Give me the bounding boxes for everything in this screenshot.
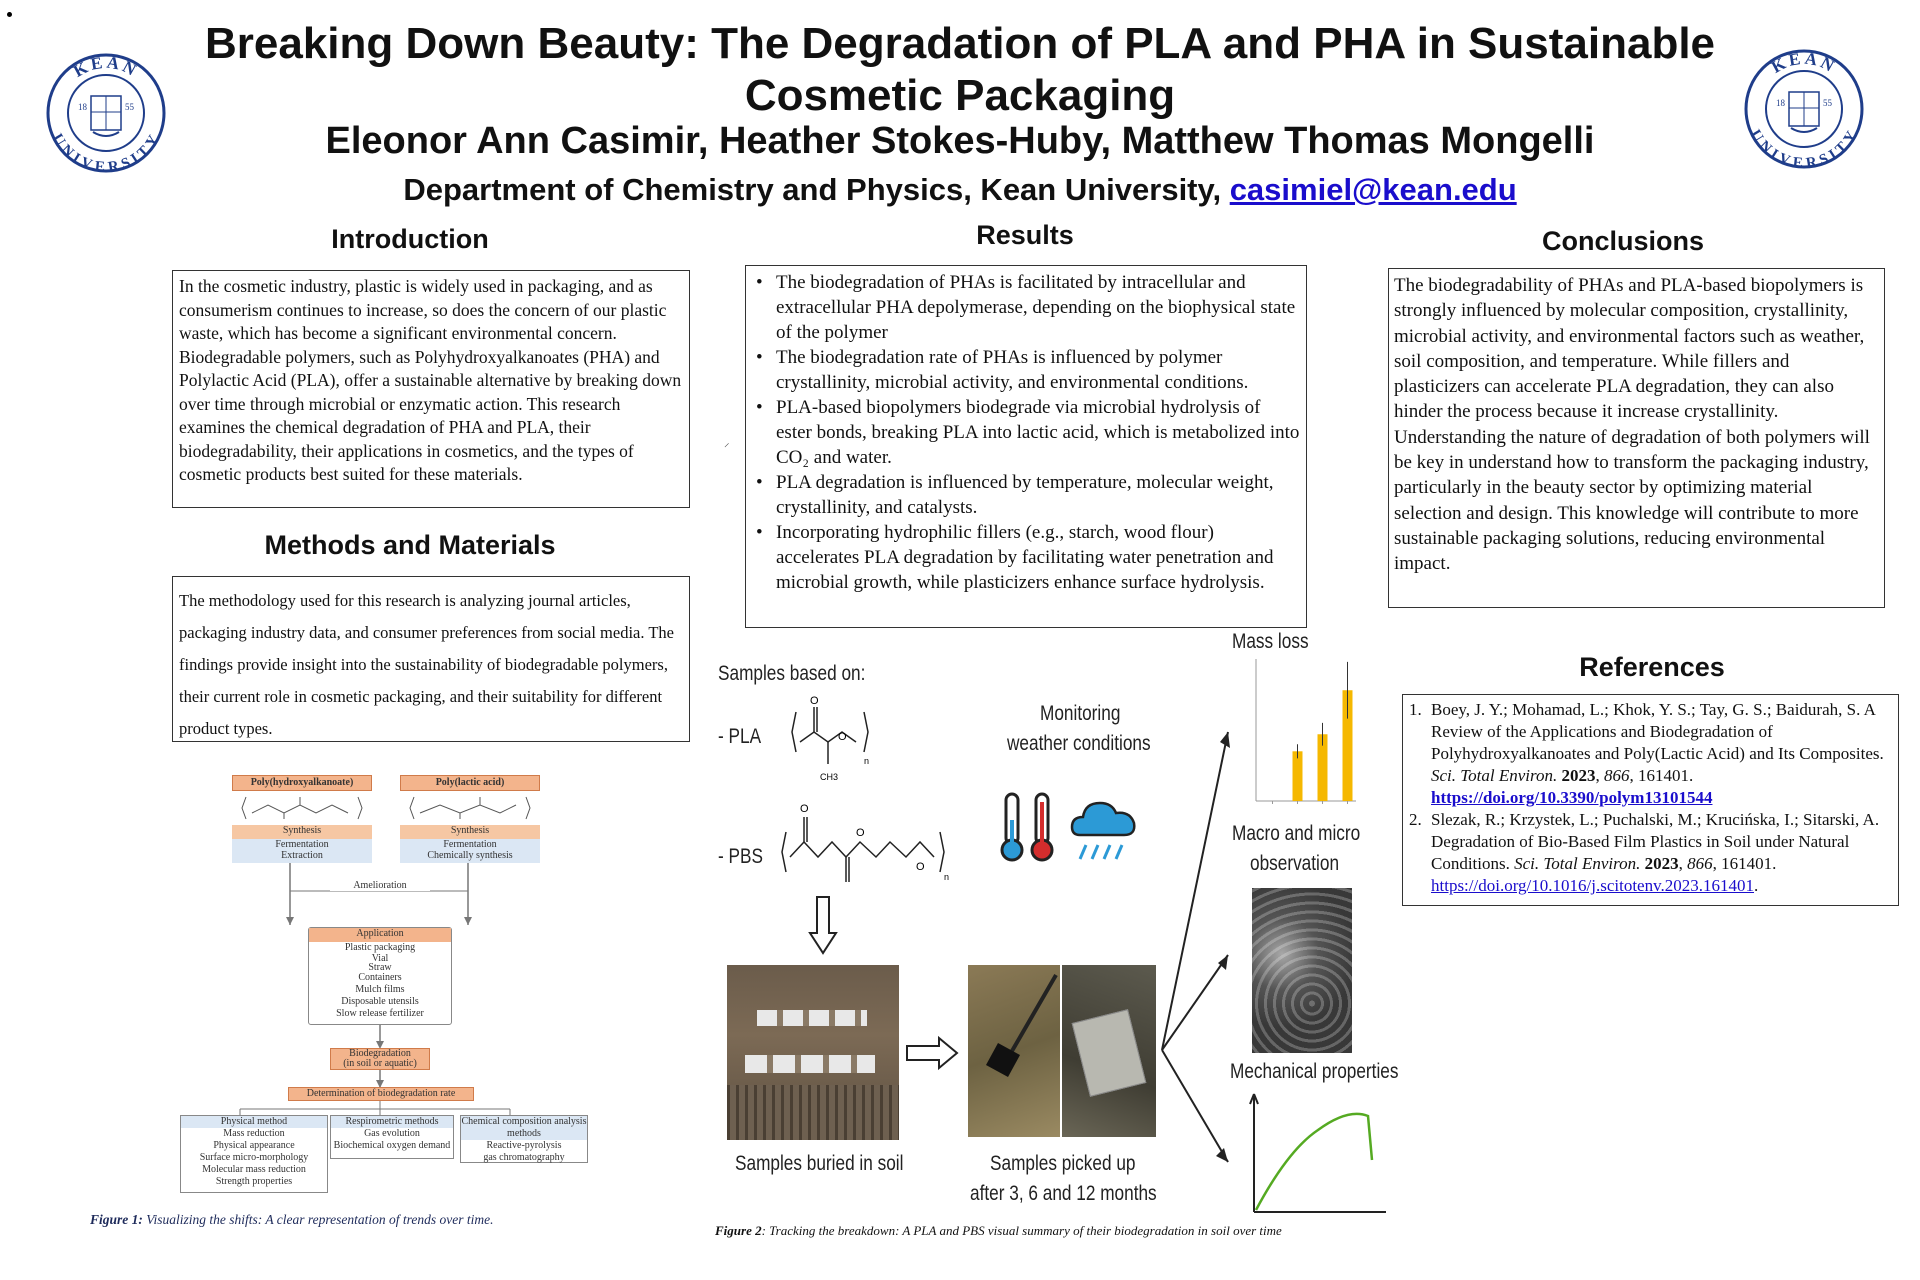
title-line-1: Breaking Down Beauty: The Degradation of PLA and PHA in Sustainable	[204, 19, 1716, 68]
samples-based-on-label: Samples based on:	[718, 662, 866, 685]
references-box	[1402, 694, 1899, 906]
results-bullet: • The biodegradation of PHAs is facilitated by intracellular and extracellular PHA depolymerase, depending on the biophysical state of the polymer	[752, 270, 1300, 345]
chemical-box	[460, 1115, 588, 1163]
methods-text: The methodology used for this research is analyzing journal articles, packaging industry data, and consumer preferences from social media. The findings provide insight into the sustainability of biodegradable polymers, their current role in cosmetic packaging, and their suitability for different product types.	[179, 591, 674, 738]
svg-text:n: n	[944, 872, 950, 882]
reference-pages: , 161401.	[1712, 854, 1777, 873]
physical-method-head: Physical method	[181, 1116, 327, 1128]
svg-text:KEAN	[1768, 49, 1840, 77]
respirometric-box	[330, 1115, 454, 1159]
svg-text:O: O	[916, 861, 925, 873]
pla-method: Chemically synthesis	[427, 850, 513, 861]
results-bullet: • Incorporating hydrophilic fillers (e.g., starch, wood flour) accelerates PLA degradation by facilitating water penetration and microbial growth, while plasticizers enhance surface hydrolysis.	[752, 520, 1300, 595]
reference-doi-link[interactable]: https://doi.org/10.1016/j.scitotenv.2023.161401	[1431, 876, 1754, 895]
affiliation	[0, 172, 1920, 208]
pha-label: Poly(hydroxyalkanoate)	[232, 775, 372, 791]
reference-year: 2023	[1561, 766, 1596, 785]
reference-journal: Sci. Total Environ.	[1431, 766, 1558, 785]
amelioration-label: Amelioration	[330, 880, 430, 891]
introduction-heading: Introduction	[331, 224, 489, 254]
svg-text:CH3: CH3	[820, 772, 839, 782]
results-heading: Results	[976, 220, 1074, 250]
seal-bottom-text: UNIVERSITY	[48, 131, 164, 174]
seal-top-text: KEAN	[1768, 48, 1840, 77]
chemical-item: Reactive-pyrolysis	[486, 1140, 562, 1151]
figure1-caption-label: Figure 1:	[90, 1212, 143, 1227]
poster-title	[160, 18, 1760, 122]
methods-heading: Methods and Materials	[264, 530, 556, 560]
seal-top-text: KEAN	[70, 52, 142, 81]
thermometer-icon	[1000, 790, 1060, 865]
macro-micro-label-2: observation	[1250, 852, 1340, 875]
seal-year-right: 55	[125, 102, 134, 112]
methods-box	[172, 576, 690, 742]
physical-item: Mass reduction	[223, 1128, 285, 1139]
title-line-2: Cosmetic Packaging	[744, 71, 1176, 120]
figure1-flowchart	[180, 775, 630, 1195]
reference-text: Slezak, R.; Krzystek, L.; Puchalski, M.; Krucińska, I.; Sitarski, A. Degradation of Bio-Based Film Plastics in Soil under Natural Conditions.	[1431, 810, 1880, 873]
results-box	[745, 265, 1307, 628]
email-link[interactable]: casimiel@kean.edu	[1229, 172, 1517, 207]
stress-strain-curve	[1256, 1114, 1372, 1210]
mass-loss-bar	[1293, 751, 1303, 801]
biodegradation-box	[330, 1048, 430, 1070]
pla-synthesis: Synthesis	[400, 825, 540, 839]
svg-text:O: O	[838, 731, 847, 743]
figure2-caption-text: : Tracking the breakdown: A PLA and PBS visual summary of their biodegradation in soil over time	[761, 1223, 1282, 1238]
biodegradation-sub: (in soil or aquatic)	[343, 1058, 417, 1069]
reference-number: 2.	[1409, 810, 1422, 829]
stray-mark: ⸍	[724, 442, 730, 454]
mass-loss-label: Mass loss	[1232, 630, 1309, 653]
reference-item: 1. Boey, J. Y.; Mohamad, L.; Khok, Y. S.; Tay, G. S.; Baidurah, S. A Review of the Applications and Biodegradation of Polyhydroxyalkanoates and Poly(Lactic Acid) and Its Composites. Sci. Total Environ. 2023, 866, 161401. https://doi.org/10.3390/polym13101544	[1409, 700, 1884, 807]
buried-samples-photo	[727, 965, 899, 1140]
physical-item: Strength properties	[215, 1176, 293, 1187]
svg-text:O: O	[800, 803, 809, 815]
picked-samples-photo-2	[1062, 965, 1156, 1137]
stray-dot	[7, 12, 12, 17]
figure2-caption	[715, 1222, 1340, 1240]
application-item: Containers	[358, 972, 402, 983]
application-item: Straw	[368, 962, 392, 973]
seal-year-left: 18	[78, 102, 87, 112]
macro-micro-label-1: Macro and micro	[1232, 822, 1361, 845]
physical-item: Physical appearance	[213, 1140, 295, 1151]
monitoring-label-1: Monitoring	[1040, 702, 1121, 725]
introduction-box	[172, 270, 690, 508]
conclusions-box	[1388, 268, 1885, 608]
pbs-structure-fig2	[780, 792, 950, 892]
respirometric-head: Respirometric methods	[331, 1116, 453, 1128]
respirometric-item: Biochemical oxygen demand	[333, 1140, 451, 1151]
right-arrow-icon	[905, 1035, 960, 1071]
reference-volume: 866	[1687, 854, 1713, 873]
references-list	[1409, 699, 1892, 897]
results-bullet: • PLA degradation is influenced by temperature, molecular weight, crystallinity, and catalysts.	[752, 470, 1300, 520]
introduction-text: In the cosmetic industry, plastic is widely used in packaging, and as consumerism continues to increase, so does the concern of our plastic waste, which has become a significant environmental concern. Biodegradable polymers, such as Polyhydroxyalkanoates (PHA) and Polylactic Acid (PLA), offer a sustainable alternative by breaking down over time through microbial or enzymatic action. This research examines the chemical degradation of PHA and PLA, their biodegradability, their applications in cosmetics, and the types of cosmetic products best suited for these materials.	[179, 276, 682, 484]
picked-label-2: after 3, 6 and 12 months	[970, 1182, 1157, 1205]
seal-year-left: 18	[1776, 98, 1785, 108]
pha-method: Fermentation	[275, 839, 329, 850]
svg-text:O: O	[856, 827, 865, 839]
results-bullet: • The biodegradation rate of PHAs is influenced by polymer crystallinity, microbial activity, and environmental conditions.	[752, 345, 1300, 395]
reference-doi-link[interactable]: https://doi.org/10.3390/polym13101544	[1431, 788, 1713, 807]
mechanical-properties-label: Mechanical properties	[1230, 1060, 1399, 1083]
reference-journal: Sci. Total Environ.	[1514, 854, 1641, 873]
results-bullet: • PLA-based biopolymers biodegrade via microbial hydrolysis of ester bonds, breaking PLA into lactic acid, which is metabolized into CO₂ and water.	[752, 395, 1300, 470]
svg-text:KEAN	[70, 53, 142, 81]
down-arrow-icon	[808, 895, 838, 955]
authors: Eleonor Ann Casimir, Heather Stokes-Huby, Matthew Thomas Mongelli	[325, 120, 1595, 162]
conclusions-text: The biodegradability of PHAs and PLA-based biopolymers is strongly influenced by molecular composition, crystallinity, microbial activity, and environmental factors such as weather, soil composition, and temperature. While fillers and plasticizers can accelerate PLA degradation, they can also hinder the process because it increase crystallinity. Understanding the nature of degradation of both polymers will be key in understand how to transform the packaging industry, particularly in the beauty sector by optimizing material selection and design. This knowledge will contribute to more sustainable packaging solutions, reducing environmental impact.	[1394, 275, 1870, 575]
pbs-label-fig2: - PBS	[718, 845, 763, 868]
svg-text:O: O	[810, 695, 819, 707]
determination-label: Determination of biodegradation rate	[288, 1087, 474, 1101]
chemical-head: Chemical composition analysis methods	[461, 1116, 587, 1139]
figure1-caption-text: Visualizing the shifts: A clear representation of trends over time.	[142, 1212, 494, 1227]
references-heading: References	[1579, 652, 1725, 682]
seal-year-right: 55	[1823, 98, 1832, 108]
svg-text:n: n	[864, 756, 870, 766]
stress-strain-chart	[1248, 1090, 1388, 1215]
picked-samples-photo-1	[968, 965, 1060, 1137]
application-label: Application	[309, 928, 451, 942]
reference-pages: , 161401.	[1629, 766, 1694, 785]
reference-year: 2023	[1644, 854, 1679, 873]
figure2-caption-label: Figure 2	[715, 1223, 762, 1238]
pla-structure-fig2	[790, 692, 870, 792]
samples-buried-label: Samples buried in soil	[735, 1152, 904, 1175]
application-item: Mulch films	[355, 984, 405, 995]
monitoring-label-2: weather conditions	[1007, 732, 1151, 755]
shovel-icon	[968, 965, 1060, 1137]
rain-cloud-icon	[1070, 795, 1138, 870]
figure1-caption	[90, 1212, 610, 1228]
conclusions-heading: Conclusions	[1541, 226, 1704, 256]
reference-number: 1.	[1409, 700, 1422, 719]
reference-volume: 866	[1604, 766, 1630, 785]
physical-method-box	[180, 1115, 328, 1193]
seal-bottom-text: UNIVERSITY	[1746, 127, 1862, 170]
application-item: Slow release fertilizer	[336, 1008, 424, 1019]
pla-label-fig2: - PLA	[718, 725, 762, 748]
application-item: Disposable utensils	[341, 996, 419, 1007]
department: Department of Chemistry and Physics, Kean University,	[403, 172, 1222, 207]
physical-item: Surface micro-morphology	[199, 1152, 309, 1163]
physical-item: Molecular mass reduction	[202, 1164, 306, 1175]
pla-method: Fermentation	[443, 839, 497, 850]
pla-label: Poly(lactic acid)	[400, 775, 540, 791]
picked-label-1: Samples picked up	[990, 1152, 1136, 1175]
reference-item: 2. Slezak, R.; Krzystek, L.; Puchalski, M.; Krucińska, I.; Sitarski, A. Degradation of Bio-Based Film Plastics in Soil under Natural Conditions. Sci. Total Environ. 2023, 866, 161401. https://doi.org/10.1016/j.scitotenv.2023.161401.	[1409, 810, 1880, 895]
results-list	[752, 270, 1300, 595]
application-item: Plastic packaging	[344, 942, 416, 953]
reference-text: Boey, J. Y.; Mohamad, L.; Khok, Y. S.; Tay, G. S.; Baidurah, S. A Review of the Applications and Biodegradation of Polyhydroxyalkanoates and Poly(Lactic Acid) and Its Composites.	[1431, 700, 1884, 763]
application-item: Vial	[371, 953, 389, 964]
mass-loss-chart	[1250, 655, 1360, 805]
pha-method: Extraction	[281, 850, 323, 861]
pha-synthesis: Synthesis	[232, 825, 372, 839]
sem-micrograph	[1252, 888, 1352, 1053]
branch-arrows	[1156, 720, 1236, 1170]
respirometric-item: Gas evolution	[364, 1128, 420, 1139]
application-box	[308, 927, 452, 1025]
biodegradation-label: Biodegradation	[349, 1048, 411, 1059]
chemical-item: gas chromatography	[483, 1152, 565, 1163]
